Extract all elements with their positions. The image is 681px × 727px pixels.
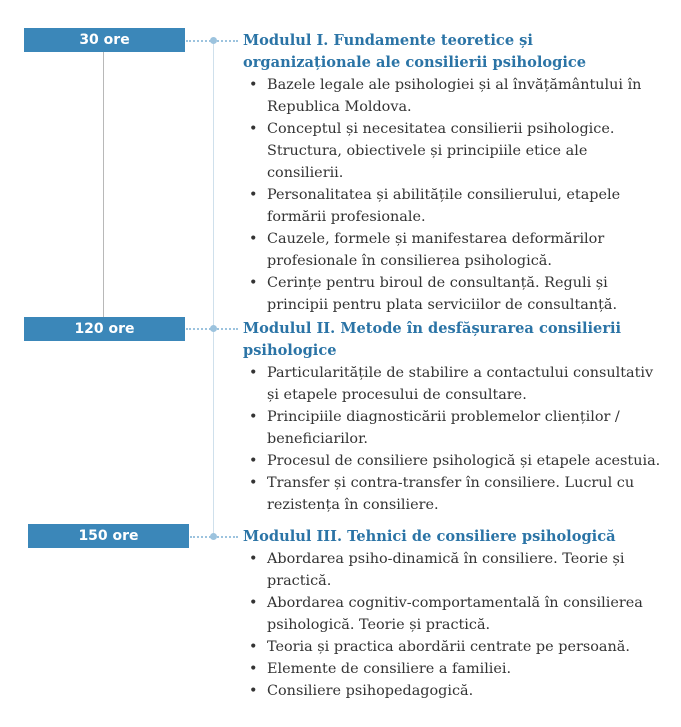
timeline-node (210, 37, 217, 44)
timeline-node (210, 325, 217, 332)
list-item: • Transfer și contra-transfer în consiliere. Lucrul cu rezistența în consiliere. (243, 472, 663, 516)
list-item: • Procesul de consiliere psihologică și etapele acestuia. (243, 450, 663, 472)
list-item: • Cerințe pentru biroul de consultanță. Reguli și principii pentru plata serviciilor de consultanță. (243, 272, 663, 316)
module-1 (243, 30, 663, 316)
timeline-connector-line (213, 40, 214, 538)
list-item: • Abordarea psiho-dinamică în consiliere. Teorie și practică. (243, 548, 663, 592)
list-item: • Cauzele, formele și manifestarea deformărilor profesionale în consilierea psihologică. (243, 228, 663, 272)
module-title (243, 318, 663, 362)
list-item: • Principiile diagnosticării problemelor clienților / beneficiarilor. (243, 406, 663, 450)
hours-badge: 150 ore (28, 524, 189, 548)
timeline-line (103, 52, 104, 318)
list-item: • Consiliere psihopedagogică. (243, 680, 663, 702)
timeline-node (210, 533, 217, 540)
module-title-text: Fundamente teoretice și organizaționale ale consilierii psihologice (243, 32, 587, 71)
module-title (243, 30, 663, 74)
module-number: Modulul III. (243, 528, 343, 545)
module-topic-list (243, 548, 663, 702)
module-2 (243, 318, 663, 516)
list-item: • Particularitățile de stabilire a contactului consultativ și etapele procesului de consultare. (243, 362, 663, 406)
list-item: • Teoria și practica abordării centrate pe persoană. (243, 636, 663, 658)
hours-badge: 120 ore (24, 317, 185, 341)
list-item: • Elemente de consiliere a familiei. (243, 658, 663, 680)
module-topic-list (243, 74, 663, 316)
hours-badge: 30 ore (24, 28, 185, 52)
module-3 (243, 526, 663, 702)
module-number: Modulul I. (243, 32, 329, 49)
list-item: • Conceptul și necesitatea consilierii psihologice. Structura, obiectivele și principiile etice ale consilierii. (243, 118, 663, 184)
module-title-text: Metode în desfășurarea consilierii psihologice (243, 320, 622, 359)
module-title-text: Tehnici de consiliere psihologică (347, 528, 616, 545)
module-title (243, 526, 663, 548)
module-number: Modulul II. (243, 320, 336, 337)
module-topic-list (243, 362, 663, 516)
list-item: • Bazele legale ale psihologiei și al învățământului în Republica Moldova. (243, 74, 663, 118)
list-item: • Abordarea cognitiv-comportamentală în consilierea psihologică. Teorie și practică. (243, 592, 663, 636)
list-item: • Personalitatea și abilitățile consilierului, etapele formării profesionale. (243, 184, 663, 228)
